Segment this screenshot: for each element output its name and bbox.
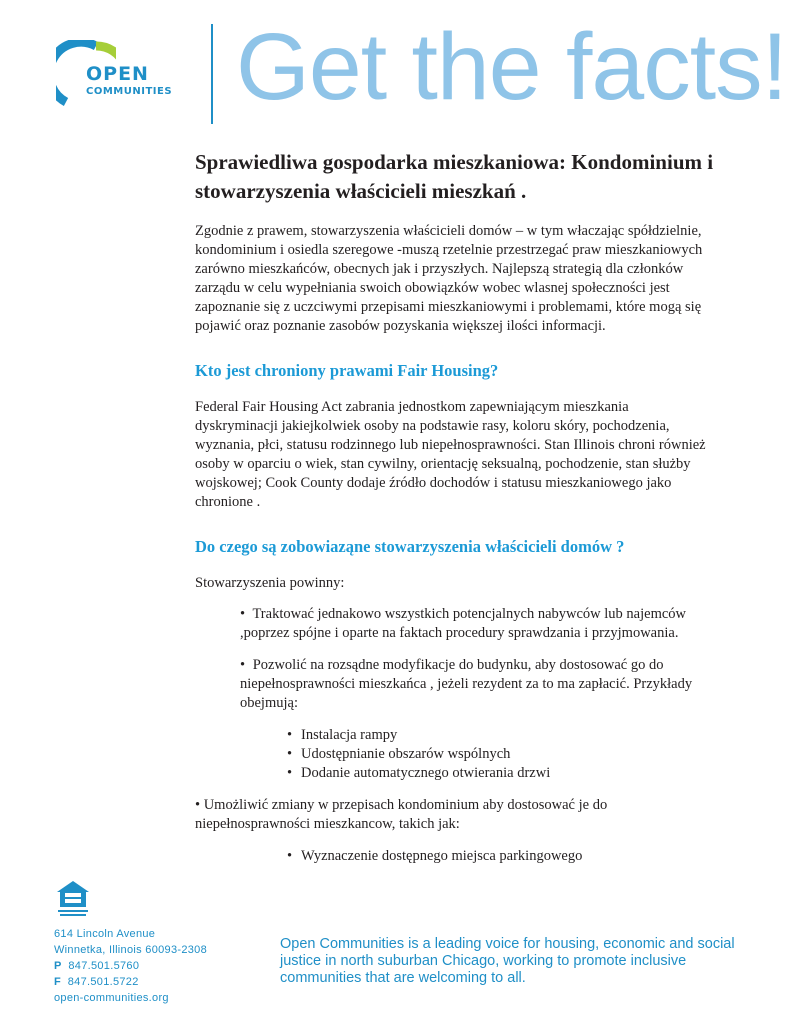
obligations-list: [240, 605, 715, 713]
phone-label: P: [54, 960, 62, 972]
protected-classes-paragraph: Federal Fair Housing Act zabrania jednostkom zapewniającym mieszkania dyskryminacji jakiejkolwiek osoby na podstawie rasy, koloru skóry, pochodzenia, wyznania, płci, statusu rodzinnego lub niepełnosprawności. Stan Illinois chroni również osoby w oparciu o wiek, stan cywilny, orientację seksualną, pochodzenie, stan służby wojskowej; Cook County dodaje źródło dochodów i statusu mieszkaniowego jako chronione .: [195, 399, 706, 510]
header-divider: [211, 24, 213, 124]
mission-tagline: Open Communities is a leading voice for housing, economic and social justice in north suburban Chicago, working to promote inclusive communities that are welcoming to all.: [280, 936, 735, 986]
list-item: • Instalacja rampy: [287, 726, 715, 745]
phone-line: [54, 958, 207, 974]
open-communities-logo: [56, 40, 206, 110]
obligations-intro: Stowarzyszenia powinny:: [195, 575, 345, 591]
list-item: • Udostępnianie obszarów wspólnych: [287, 745, 715, 764]
section-heading-protected: Kto jest chroniony prawami Fair Housing?: [195, 361, 499, 380]
modification-examples-list: [287, 726, 715, 783]
contact-info: [54, 926, 207, 1006]
fax-line: [54, 974, 207, 990]
list-item: • Pozwolić na rozsądne modyfikacje do budynku, aby dostosować go do niepełnosprawności mieszkańca , jeżeli rezydent za to ma zapłacić. Przykłady obejmują:: [240, 657, 693, 711]
fax-label: F: [54, 976, 62, 988]
page-headline: Get the facts!: [236, 14, 787, 120]
website-link[interactable]: open-communities.org: [54, 992, 169, 1004]
list-item: • Traktować jednakowo wszystkich potencjalnych nabywców lub najemców ,poprzez spójne i oparte na faktach procedury sprawdzania i przyjmowania.: [240, 606, 687, 641]
intro-paragraph: Zgodnie z prawem, stowarzyszenia właścicieli domów – w tym właczając spółdzielnie, kondominium i osiedla szeregowe -muszą rzetelnie przestrzegać praw mieszkaniowych zarówno mieszkańców, obecnych jak i przyszłych. Najlepszą strategią dla członków zarządu w celu wypełniania swoich obowiązków wobec wlasnej społeczności jest zapoznanie się z uczciwymi przepisami mieszkaniowymi i problemami, które mogą się pojawić oraz poznanie zasobów pozyskania większej ilości informacji.: [195, 223, 703, 334]
bullet-text: Pozwolić na rozsądne modyfikacje do budynku, aby dostosować go do niepełnosprawności mieszkańca , jeżeli rezydent za to ma zapłacić. Przykłady obejmują:: [240, 657, 693, 711]
list-item: • Umożliwić zmiany w przepisach kondominium aby dostosować je do niepełnosprawności mieszkancow, takich jak:: [195, 797, 608, 832]
bullet-text: Umożliwić zmiany w przepisach kondominium aby dostosować je do niepełnosprawności mieszkancow, takich jak:: [195, 797, 608, 832]
address-line-1: 614 Lincoln Avenue: [54, 928, 156, 940]
fax-number: 847.501.5722: [67, 976, 139, 988]
logo-text-communities: COMMUNITIES: [86, 86, 173, 97]
article-body: [195, 148, 715, 879]
article-title: Sprawiedliwa gospodarka mieszkaniowa: Kondominium i stowarzyszenia właścicieli mieszkań .: [195, 150, 714, 203]
list-item: • Wyznaczenie dostępnego miejsca parkingowego: [287, 847, 715, 866]
address-line-2: Winnetka, Illinois 60093-2308: [54, 944, 208, 956]
phone-number: 847.501.5760: [68, 960, 140, 972]
section-heading-obligations: Do czego są zobowiaząne stowarzyszenia właścicieli domów ?: [195, 537, 625, 556]
rule-change-examples-list: [287, 847, 715, 866]
equal-housing-opportunity-icon: [56, 880, 90, 918]
bullet-text: Traktować jednakowo wszystkich potencjalnych nabywców lub najemców ,poprzez spójne i oparte na faktach procedury sprawdzania i przyjmowania.: [240, 606, 687, 641]
logo-text-open: OPEN: [86, 63, 149, 85]
list-item: • Dodanie automatycznego otwierania drzwi: [287, 764, 715, 783]
